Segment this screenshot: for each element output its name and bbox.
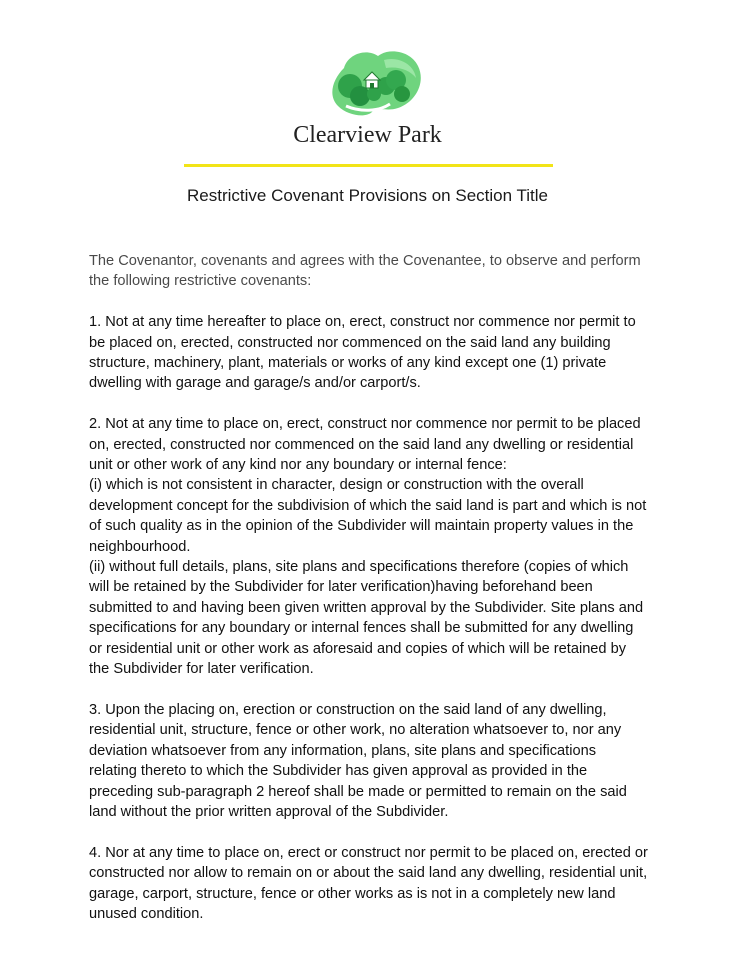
text-line: relating thereto to which the Subdivider has given approval as provided in the [89, 763, 588, 780]
clause-1 [89, 312, 651, 394]
text-line: on, erected, constructed nor commenced on the said land any dwelling or residential [89, 436, 634, 453]
text-line: 4. Nor at any time to place on, erect or construct nor permit to be placed on, erected or [89, 844, 648, 861]
intro-paragraph [89, 251, 651, 292]
text-line: of such quality as in the opinion of the Subdivider will maintain property values in the [89, 518, 634, 535]
text-line: submitted to and having been given written approval by the Subdivider. Site plans and [89, 599, 644, 616]
text-line: development concept for the subdivision of which the said land is part and which is not [89, 497, 647, 514]
text-line: be placed on, erected, constructed nor commenced on the said land any building [89, 334, 611, 351]
text-line: preceding sub-paragraph 2 hereof shall be made or permitted to remain on the said [89, 783, 627, 800]
document-body [89, 251, 651, 945]
house-leaf-logo-icon [326, 46, 426, 118]
text-line: (ii) without full details, plans, site plans and specifications therefore (copies of which [89, 559, 629, 576]
text-line: The Covenantor, covenants and agrees with the Covenantee, to observe and perform [89, 253, 641, 269]
text-line: garage, carport, structure, fence or other works as is not in a completely new land [89, 885, 616, 902]
text-line: dwelling with garage and garage/s and/or carport/s. [89, 375, 421, 392]
text-line: structure, machinery, plant, materials or works of any kind except one (1) private [89, 355, 607, 372]
text-line: (i) which is not consistent in character, design or construction with the overall [89, 477, 584, 494]
text-line: specifications for any boundary or internal fences shall be submitted for any dwelling [89, 620, 634, 637]
text-line: residential unit, structure, fence or other work, no alteration whatsoever to, nor any [89, 722, 622, 739]
site-title: Clearview Park [293, 122, 442, 148]
title-divider [184, 164, 553, 167]
text-line: 2. Not at any time to place on, erect, construct nor commence nor permit to be placed [89, 416, 641, 433]
text-line: the Subdivider for later verification. [89, 661, 314, 678]
document-heading: Restrictive Covenant Provisions on Section Title [187, 186, 548, 205]
clause-3 [89, 700, 651, 822]
text-line: constructed nor allow to remain on or about the said land any dwelling, residential unit, [89, 865, 648, 882]
text-line: 3. Upon the placing on, erection or construction on the said land of any dwelling, [89, 701, 607, 718]
text-line: unused condition. [89, 905, 204, 922]
clause-2 [89, 414, 651, 679]
text-line: will be retained by the Subdivider for later verification)having beforehand been [89, 579, 593, 596]
text-line: or residential unit or other work as aforesaid and copies of which will be retained by [89, 640, 627, 657]
text-line: 1. Not at any time hereafter to place on, erect, construct nor commence nor permit to [89, 314, 636, 331]
clause-4 [89, 843, 651, 925]
text-line: land without the prior written approval of the Subdivider. [89, 803, 449, 820]
text-line: unit or other work of any kind nor any boundary or internal fence: [89, 457, 507, 474]
text-line: deviation whatsoever from any information, plans, site plans and specifications [89, 742, 596, 759]
text-line: the following restrictive covenants: [89, 273, 312, 290]
text-line: neighbourhood. [89, 538, 191, 555]
